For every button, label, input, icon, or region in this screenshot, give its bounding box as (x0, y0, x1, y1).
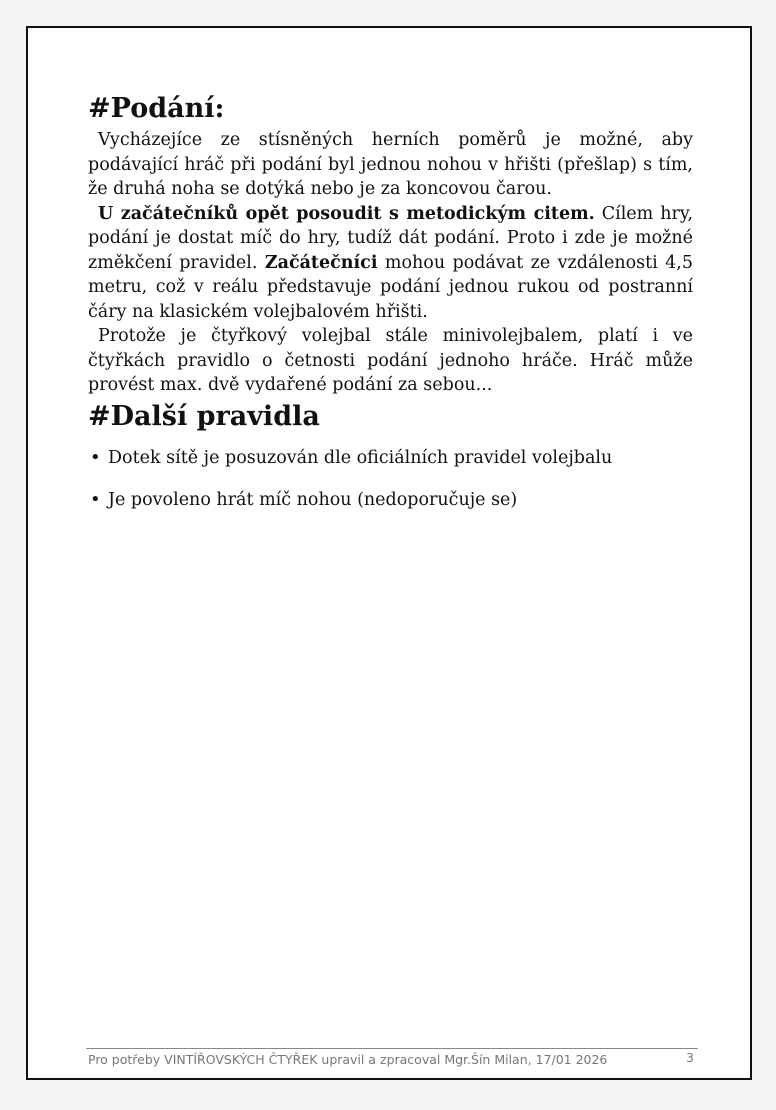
list-item (88, 488, 693, 512)
beginners-note-bold: U začátečníků opět posoudit s metodickým citem. (98, 203, 595, 224)
page-content (88, 90, 693, 530)
rule-text: Je povoleno hrát míč nohou (nedoporučuje se) (108, 489, 518, 510)
paragraph-serve-3: Protože je čtyřkový volejbal stále minivolejbalem, platí i ve čtyřkách pravidlo o četnosti podání jednoho hráče. Hráč může provést max. dvě vydařené podání za sebou... (88, 326, 693, 395)
page-number: 3 (686, 1050, 694, 1065)
beginners-bold: Začátečníci (264, 252, 378, 273)
bullet-icon: • (90, 488, 101, 510)
paragraph-serve-2-text-a: Cílem hry, podání je dostat míč do hry, tudíž dát podání. Proto i zde je možné změkčení pravidel. (88, 203, 694, 273)
paragraph-serve-2 (88, 202, 693, 325)
footer-text: Pro potřeby VINTÍŘOVSKÝCH ČTYŘEK upravil a zpracoval Mgr.Šín Milan, 17/01 2026 (88, 1052, 608, 1067)
heading-serve: #Podání: (88, 93, 225, 124)
rule-text: Dotek sítě je posuzován dle oficiálních pravidel volejbalu (108, 447, 613, 468)
other-rules-list (88, 446, 693, 512)
bullet-icon: • (90, 446, 101, 468)
footer-divider (86, 1048, 698, 1049)
heading-other-rules: #Další pravidla (88, 400, 320, 432)
paragraph-serve-1: Vycházejíce ze stísněných herních poměrů je možné, aby podávající hráč při podání byl jednou nohou v hřišti (přešlap) s tím, že druhá noha se dotýká nebo je za koncovou čarou. (88, 130, 693, 199)
document-page (26, 26, 752, 1080)
paragraph-serve-2-text-b: mohou podávat ze vzdálenosti 4,5 metru, což v reálu představuje podání jednou rukou od postranní čáry na klasickém volejbalovém hřišti. (88, 252, 693, 322)
list-item (88, 446, 693, 470)
